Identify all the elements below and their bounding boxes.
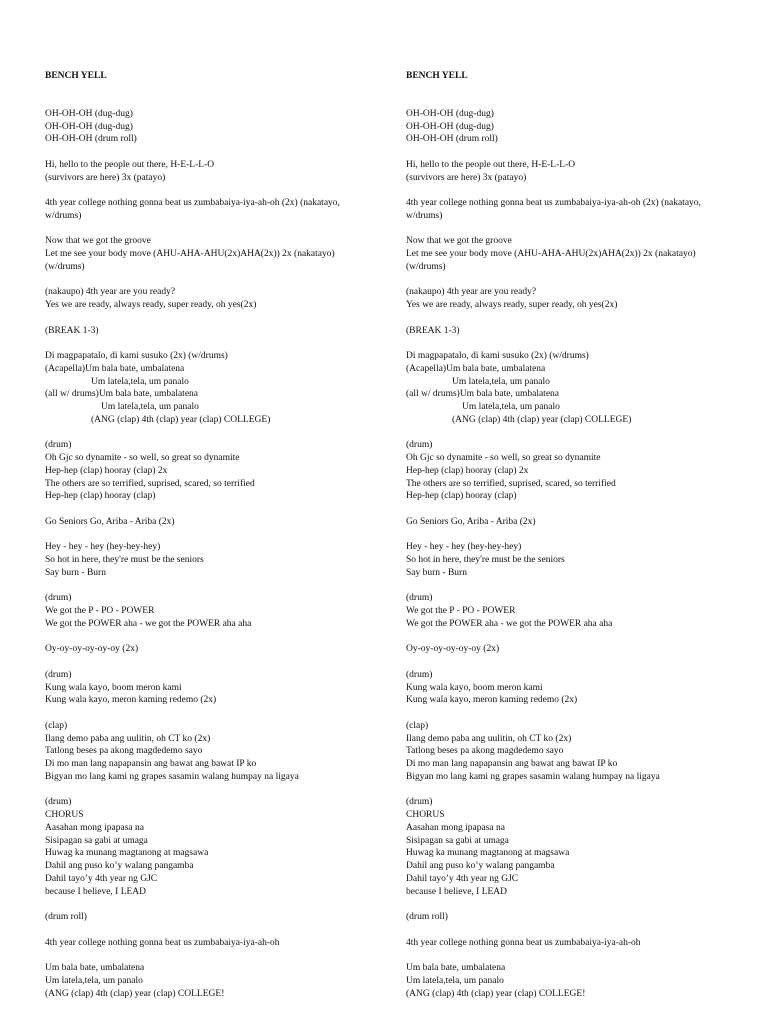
blank-line bbox=[406, 529, 746, 542]
lyric-line: (BREAK 1-3) bbox=[45, 325, 99, 336]
lyric-line: (BREAK 1-3) bbox=[406, 325, 460, 336]
blank-line bbox=[406, 427, 746, 440]
lyric-line: So hot in here, they're must be the seniors bbox=[45, 555, 204, 565]
lyric-line: Dahil tayo’y 4th year ng GJC bbox=[406, 873, 519, 884]
blank-line bbox=[45, 784, 385, 797]
lyric-line: OH-OH-OH (dug-dug) bbox=[45, 121, 133, 132]
lyric-line: OH-OH-OH (dug-dug) bbox=[406, 121, 494, 132]
lyric-line: (drum roll) bbox=[45, 912, 87, 922]
lyric-line: Now that we got the groove bbox=[406, 236, 512, 247]
lyric-line: Oh Gjc so dynamite - so well, so great so dynamite bbox=[406, 453, 601, 463]
lyric-line: We got the POWER aha - we got the POWER aha aha bbox=[45, 618, 252, 629]
blank-line bbox=[406, 580, 746, 593]
lyric-line: Kung wala kayo, meron kaming redemo (2x) bbox=[406, 695, 578, 706]
lyric-line: Oy-oy-oy-oy-oy-oy (2x) bbox=[45, 644, 139, 655]
lyric-line: Hi, hello to the people out there, H-E-L-L-O bbox=[406, 159, 576, 170]
document-title: BENCH YELL bbox=[406, 70, 468, 81]
lyric-line: w/drums) bbox=[406, 210, 443, 221]
lyric-line: Um latela,tela, um panalo bbox=[101, 402, 199, 412]
lyric-line: Let me see your body move (AHU-AHA-AHU(2x)AHA(2x)) 2x (nakatayo) bbox=[45, 249, 335, 259]
lyric-line: Yes we are ready, always ready, super ready, oh yes(2x) bbox=[45, 300, 257, 310]
lyric-line: (clap) bbox=[406, 720, 429, 731]
lyric-line: Aasahan mong ipapasa na bbox=[45, 822, 144, 833]
lyric-line: We got the P - PO - POWER bbox=[45, 606, 155, 616]
lyric-line: (nakaupo) 4th year are you ready? bbox=[45, 287, 176, 298]
lyric-line: Um latela,tela, um panalo bbox=[462, 402, 560, 412]
lyric-line: Um latela,tela, um panalo bbox=[45, 975, 143, 986]
blank-line bbox=[406, 631, 746, 644]
lyric-line: Kung wala kayo, boom meron kami bbox=[406, 682, 543, 693]
lyric-line: OH-OH-OH (drum roll) bbox=[406, 134, 498, 145]
lyric-line: Um bala bate, umbalatena bbox=[406, 963, 506, 973]
lyric-line: Dahil ang puso ko’y walang pangamba bbox=[406, 861, 555, 871]
lyric-line: (ANG (clap) 4th (clap) year (clap) COLLEGE! bbox=[45, 988, 225, 999]
lyric-line: (w/drums) bbox=[45, 261, 85, 272]
lyric-line: We got the P - PO - POWER bbox=[406, 606, 516, 616]
lyric-line: Ilang demo paba ang uulitin, oh CT ko (2x) bbox=[45, 733, 211, 744]
lyric-line: Di magpapatalo, di kami susuko (2x) (w/drums) bbox=[406, 351, 589, 361]
blank-line bbox=[45, 949, 385, 962]
lyric-line: Um latela,tela, um panalo bbox=[91, 376, 189, 387]
lyric-line: (nakaupo) 4th year are you ready? bbox=[406, 287, 537, 298]
lyric-line: Aasahan mong ipapasa na bbox=[406, 822, 505, 833]
lyric-line: OH-OH-OH (dug-dug) bbox=[45, 108, 133, 119]
lyric-line: Dahil ang puso ko’y walang pangamba bbox=[45, 861, 194, 871]
blank-line bbox=[406, 656, 746, 669]
lyric-line: Say burn - Burn bbox=[406, 567, 467, 578]
lyric-line: Hep-hep (clap) hooray (clap) bbox=[45, 491, 156, 502]
lyric-line: Go Seniors Go, Ariba - Ariba (2x) bbox=[45, 516, 175, 527]
blank-line bbox=[406, 924, 746, 937]
lyric-line: (drum) bbox=[45, 593, 72, 604]
lyric-line: Yes we are ready, always ready, super ready, oh yes(2x) bbox=[406, 300, 618, 310]
lyric-line: 4th year college nothing gonna beat us zumbabaiya-iya-ah-oh (2x) (nakatayo, bbox=[45, 198, 340, 208]
lyric-line: Oh Gjc so dynamite - so well, so great so dynamite bbox=[45, 453, 240, 463]
lyric-line: w/drums) bbox=[45, 210, 82, 221]
lyric-line: Ilang demo paba ang uulitin, oh CT ko (2x) bbox=[406, 733, 572, 744]
lyric-line: Oy-oy-oy-oy-oy-oy (2x) bbox=[406, 644, 500, 655]
blank-line bbox=[45, 184, 385, 197]
lyric-line: (drum) bbox=[45, 797, 72, 808]
lyric-line: Say burn - Burn bbox=[45, 567, 106, 578]
lyric-line: (survivors are here) 3x (patayo) bbox=[406, 172, 527, 183]
lyric-line: Huwag ka munang magtanong at magsawa bbox=[45, 848, 209, 859]
blank-line bbox=[45, 427, 385, 440]
lyric-line: (Acapella)Um bala bate, umbalatena bbox=[45, 363, 185, 374]
lyric-line: Sisipagan sa gabi at umaga bbox=[406, 835, 509, 846]
lyric-line: Hey - hey - hey (hey-hey-hey) bbox=[406, 542, 522, 553]
blank-line bbox=[45, 274, 385, 287]
lyrics-column-left bbox=[45, 44, 385, 1000]
lyric-line: (ANG (clap) 4th (clap) year (clap) COLLEGE! bbox=[406, 988, 586, 999]
lyric-line: (drum roll) bbox=[406, 912, 448, 922]
lyric-line: Hey - hey - hey (hey-hey-hey) bbox=[45, 542, 161, 553]
lyric-line: Hep-hep (clap) hooray (clap) 2x bbox=[45, 465, 168, 476]
blank-line bbox=[406, 337, 746, 350]
lyric-line: Let me see your body move (AHU-AHA-AHU(2x)AHA(2x)) 2x (nakatayo) bbox=[406, 249, 696, 259]
lyric-line: Kung wala kayo, meron kaming redemo (2x) bbox=[45, 695, 217, 706]
lyric-line: Bigyan mo lang kami ng grapes sasamin walang humpay na ligaya bbox=[45, 771, 299, 782]
lyric-line: So hot in here, they're must be the seniors bbox=[406, 555, 565, 565]
blank-line bbox=[406, 274, 746, 287]
lyric-line: Huwag ka munang magtanong at magsawa bbox=[406, 848, 570, 859]
lyric-line: The others are so terrified, suprised, scared, so terrified bbox=[406, 478, 616, 489]
blank-line bbox=[45, 924, 385, 937]
document-title: BENCH YELL bbox=[45, 70, 107, 81]
blank-line bbox=[45, 529, 385, 542]
lyric-line: Tatlong beses pa akong magdedemo sayo bbox=[45, 746, 203, 757]
lyric-line: (drum) bbox=[406, 797, 433, 808]
lyric-line: 4th year college nothing gonna beat us zumbabaiya-iya-ah-oh bbox=[45, 937, 280, 948]
blank-line bbox=[45, 146, 385, 159]
lyric-line: (all w/ drums)Um bala bate, umbalatena bbox=[45, 389, 199, 400]
lyric-line: (Acapella)Um bala bate, umbalatena bbox=[406, 363, 546, 374]
blank-line bbox=[406, 312, 746, 325]
blank-line bbox=[406, 503, 746, 516]
lyric-line: 4th year college nothing gonna beat us zumbabaiya-iya-ah-oh (2x) (nakatayo, bbox=[406, 198, 701, 208]
lyric-line: (drum) bbox=[45, 669, 72, 680]
blank-line bbox=[45, 312, 385, 325]
lyric-line: because I believe, I LEAD bbox=[45, 886, 147, 897]
blank-line bbox=[45, 707, 385, 720]
lyric-line: Dahil tayo’y 4th year ng GJC bbox=[45, 873, 158, 884]
blank-line bbox=[45, 656, 385, 669]
lyric-line: (survivors are here) 3x (patayo) bbox=[45, 172, 166, 183]
lyric-line: (drum) bbox=[45, 440, 72, 451]
lyric-line: 4th year college nothing gonna beat us zumbabaiya-iya-ah-oh bbox=[406, 937, 641, 948]
blank-line bbox=[45, 503, 385, 516]
blank-line bbox=[406, 146, 746, 159]
lyric-line: (ANG (clap) 4th (clap) year (clap) COLLEGE) bbox=[91, 414, 271, 425]
lyric-line: (all w/ drums)Um bala bate, umbalatena bbox=[406, 389, 560, 400]
lyric-line: (clap) bbox=[45, 720, 68, 731]
blank-line bbox=[406, 184, 746, 197]
blank-line bbox=[45, 337, 385, 350]
lyric-line: (w/drums) bbox=[406, 261, 446, 272]
lyric-line: Di magpapatalo, di kami susuko (2x) (w/drums) bbox=[45, 351, 228, 361]
lyric-line: Di mo man lang napapansin ang bawat ang bawat IP ko bbox=[45, 759, 257, 769]
lyric-line: CHORUS bbox=[45, 810, 84, 820]
blank-line bbox=[45, 898, 385, 911]
lyric-line: Hep-hep (clap) hooray (clap) bbox=[406, 491, 517, 502]
lyric-line: Go Seniors Go, Ariba - Ariba (2x) bbox=[406, 516, 536, 527]
lyrics-column-right bbox=[406, 44, 746, 1000]
blank-line bbox=[406, 223, 746, 236]
blank-line bbox=[406, 949, 746, 962]
lyric-line: Hep-hep (clap) hooray (clap) 2x bbox=[406, 465, 529, 476]
lyric-line: (ANG (clap) 4th (clap) year (clap) COLLEGE) bbox=[452, 414, 632, 425]
lyric-line: Tatlong beses pa akong magdedemo sayo bbox=[406, 746, 564, 757]
lyric-line: (drum) bbox=[406, 593, 433, 604]
blank-line bbox=[45, 223, 385, 236]
lyric-line: (drum) bbox=[406, 669, 433, 680]
blank-line bbox=[406, 898, 746, 911]
lyric-line: Um latela,tela, um panalo bbox=[406, 975, 504, 986]
lyric-line: Kung wala kayo, boom meron kami bbox=[45, 682, 182, 693]
blank-line bbox=[406, 784, 746, 797]
lyric-line: Um latela,tela, um panalo bbox=[452, 376, 550, 387]
lyric-line: (drum) bbox=[406, 440, 433, 451]
lyric-line: Sisipagan sa gabi at umaga bbox=[45, 835, 148, 846]
lyric-line: The others are so terrified, suprised, scared, so terrified bbox=[45, 478, 255, 489]
blank-line bbox=[45, 631, 385, 644]
lyric-line: Um bala bate, umbalatena bbox=[45, 963, 145, 973]
lyric-line: because I believe, I LEAD bbox=[406, 886, 508, 897]
blank-line bbox=[45, 580, 385, 593]
blank-line bbox=[406, 707, 746, 720]
lyric-line: Now that we got the groove bbox=[45, 236, 151, 247]
lyric-line: Bigyan mo lang kami ng grapes sasamin walang humpay na ligaya bbox=[406, 771, 660, 782]
lyric-line: Di mo man lang napapansin ang bawat ang bawat IP ko bbox=[406, 759, 618, 769]
lyric-line: CHORUS bbox=[406, 810, 445, 820]
lyric-line: OH-OH-OH (dug-dug) bbox=[406, 108, 494, 119]
lyric-line: We got the POWER aha - we got the POWER aha aha bbox=[406, 618, 613, 629]
lyric-line: OH-OH-OH (drum roll) bbox=[45, 134, 137, 145]
lyric-line: Hi, hello to the people out there, H-E-L-L-O bbox=[45, 159, 215, 170]
